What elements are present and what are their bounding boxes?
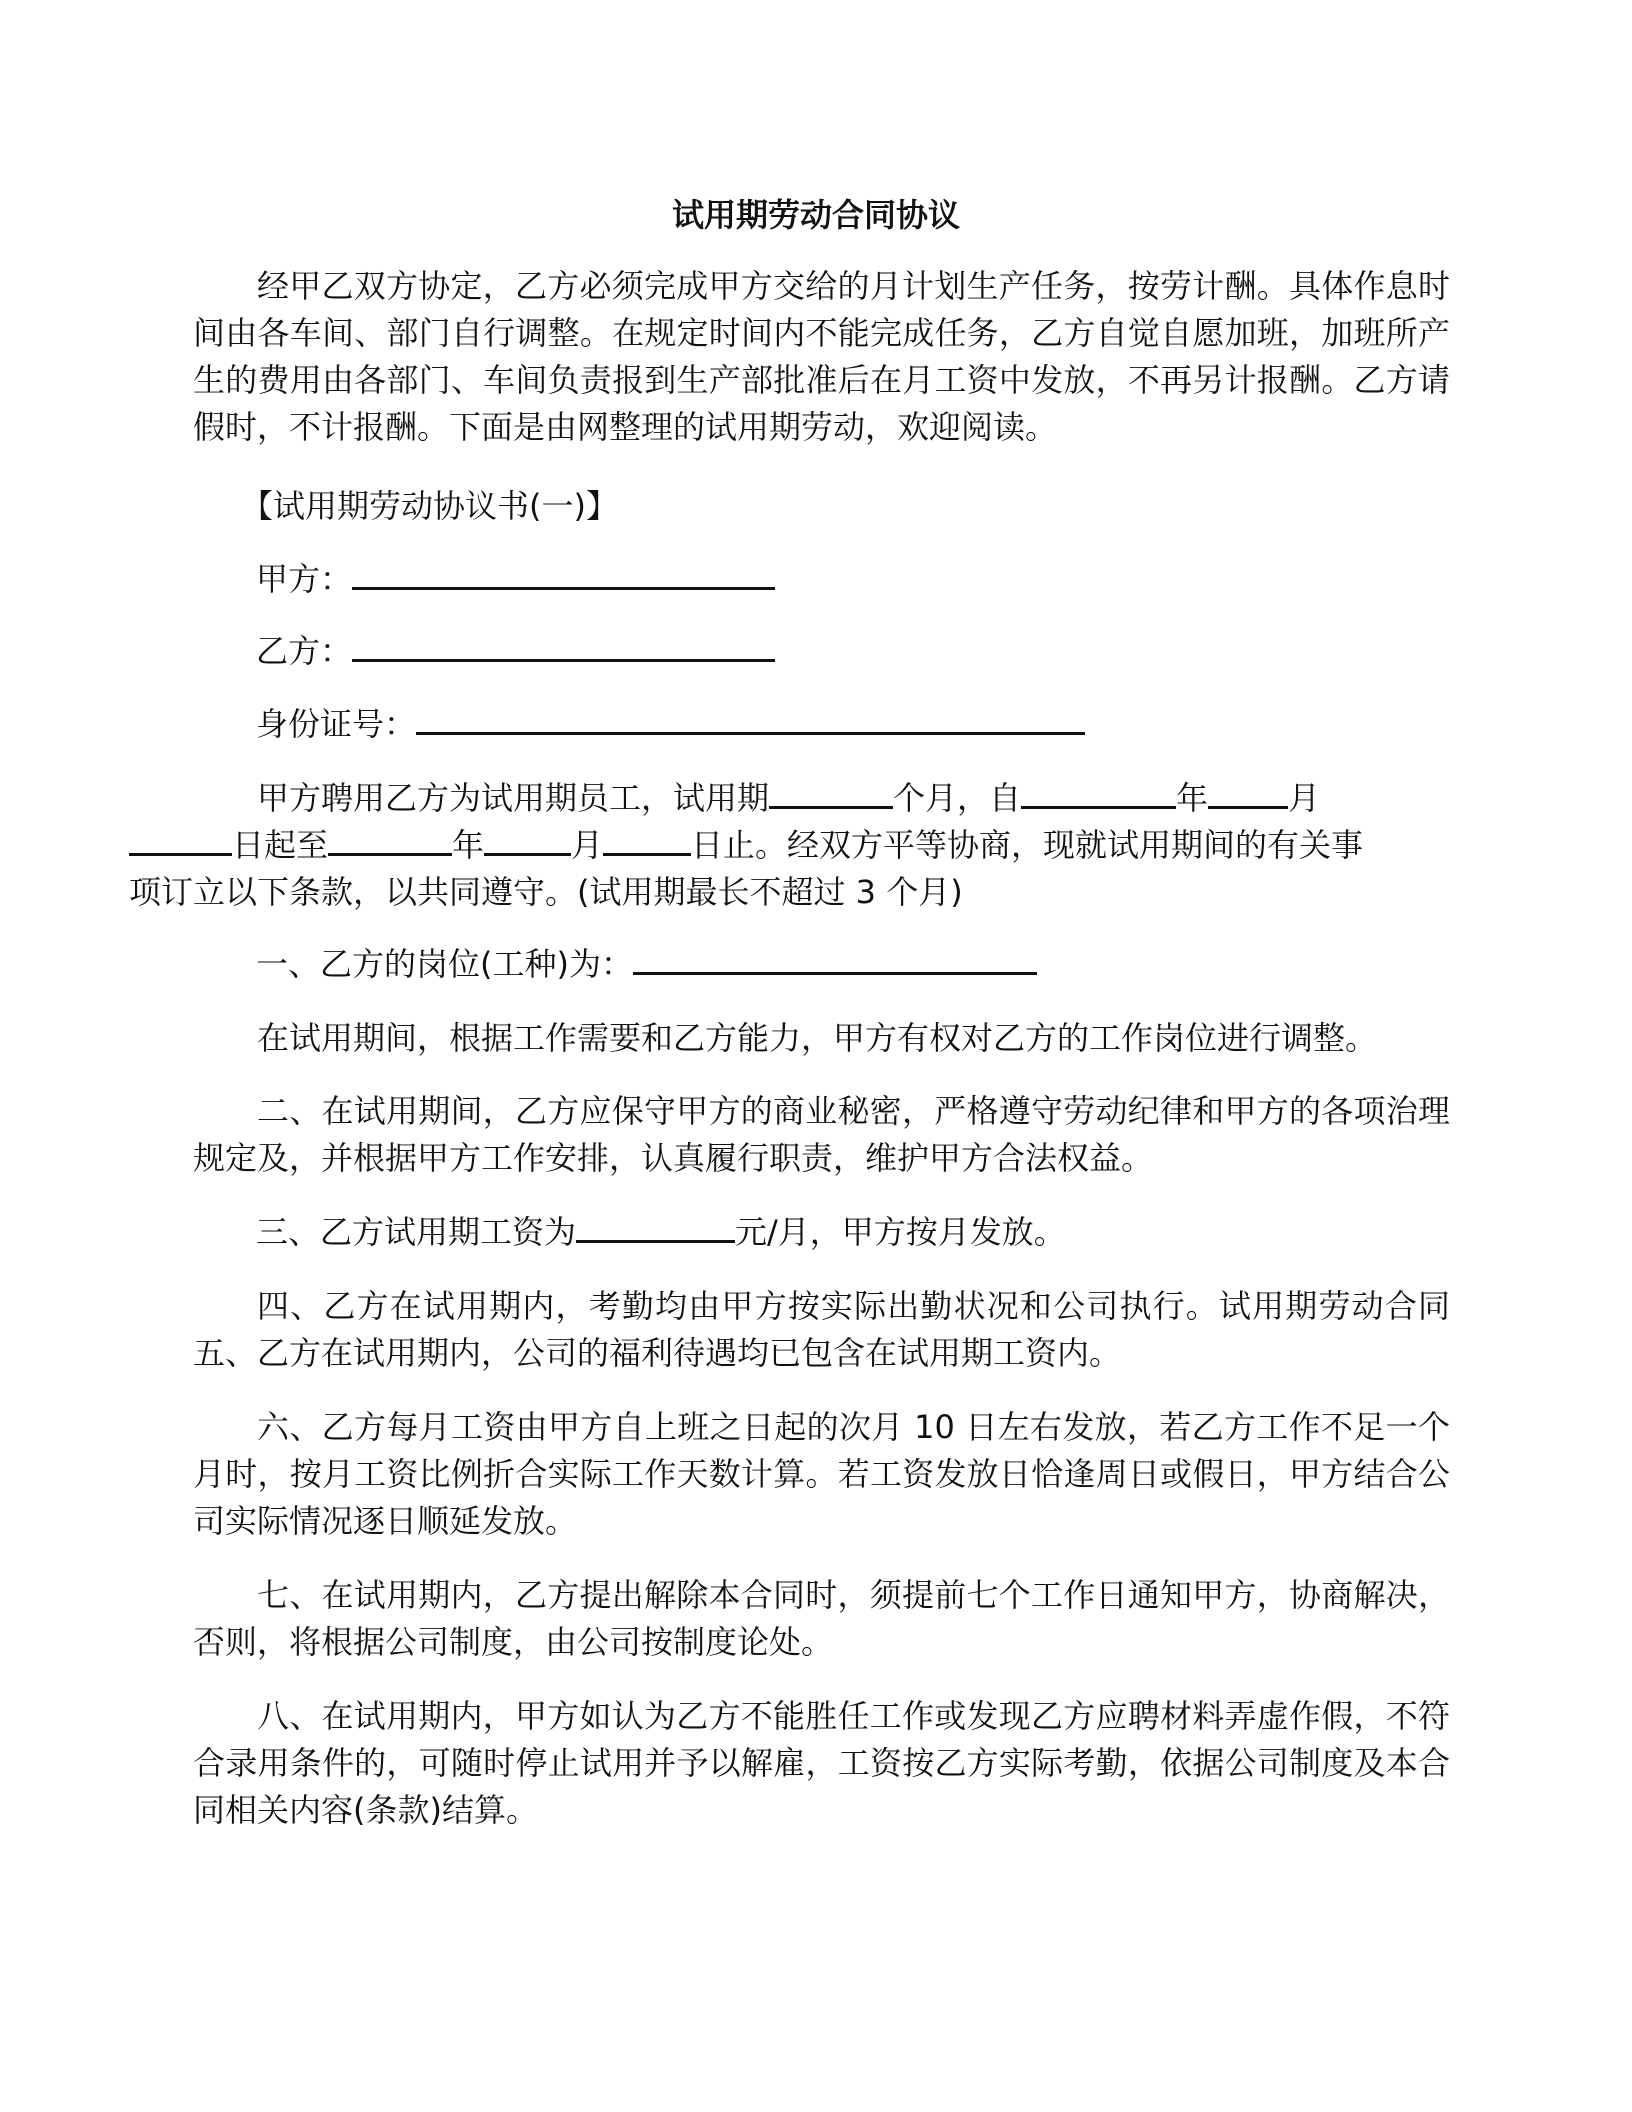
document-title: 试用期劳动合同协议 [671,196,960,234]
term-text: 日止。经双方平等协商，现就试用期间的有关事 [691,826,1364,864]
party-b-blank[interactable] [352,629,775,662]
term-paragraph [129,775,1450,916]
party-b-line [256,628,1513,675]
clause-3-text: 三、乙方试用期工资为 [256,1213,577,1251]
clause-6: 六、乙方每月工资由甲方自上班之日起的次月 10 日左右发放，若乙方工作不足一个月时，按月工资比例折合实际工作天数计算。若工资发放日恰逢周日或假日，甲方结合公司实际情况逐日顺延发放。 [193,1408,1450,1540]
term-text: 甲方聘用乙方为试用期员工，试用期 [257,779,770,817]
clause-8: 八、在试用期内，甲方如认为乙方不能胜任工作或发现乙方应聘材料弄虚作假，不符合录用条件的，可随时停止试用并予以解雇，工资按乙方实际考勤，依据公司制度及本合同相关内容(条款)结算。 [193,1697,1450,1829]
clause-3 [256,1209,1513,1256]
id-line [256,701,1513,748]
party-a-blank[interactable] [352,557,775,590]
id-blank[interactable] [416,702,1085,735]
start-month-blank[interactable] [1208,776,1288,809]
clause-3-text: 元/月，甲方按月发放。 [735,1213,1066,1251]
clause-7: 七、在试用期内，乙方提出解除本合同时，须提前七个工作日通知甲方，协商解决，否则，将根据公司制度，由公司按制度论处。 [193,1576,1450,1661]
term-text: 月 [571,826,604,864]
position-blank[interactable] [633,942,1037,975]
salary-blank[interactable] [576,1210,735,1243]
clause-1-label: 一、乙方的岗位(工种)为： [256,945,633,983]
term-text: 年 [1176,779,1209,817]
party-a-label: 甲方： [256,560,353,598]
id-label: 身份证号： [256,705,417,743]
section-heading: 【试用期劳动协议书(一)】 [241,487,618,525]
clause-1-note: 在试用期间，根据工作需要和乙方能力，甲方有权对乙方的工作岗位进行调整。 [257,1019,1378,1057]
end-day-blank[interactable] [603,823,691,856]
clause-4: 四、乙方在试用期内，考勤均由甲方按实际出勤状况和公司执行。试用期劳动合同五、乙方在试用期内，公司的福利待遇均已包含在试用期工资内。 [193,1287,1450,1372]
term-text: 年 [452,826,485,864]
start-year-blank[interactable] [1021,776,1176,809]
party-a-line [256,556,1513,603]
start-day-blank[interactable] [129,823,232,856]
party-b-label: 乙方： [256,632,353,670]
months-blank[interactable] [769,776,893,809]
intro-paragraph: 经甲乙双方协定，乙方必须完成甲方交给的月计划生产任务，按劳计酬。具体作息时间由各车间、部门自行调整。在规定时间内不能完成任务，乙方自觉自愿加班，加班所产生的费用由各部门、车间负责报到生产部批准后在月工资中发放，不再另计报酬。乙方请假时，不计报酬。下面是由网整理的试用期劳动，欢迎阅读。 [193,267,1450,446]
term-text: 项订立以下条款，以共同遵守。(试用期最长不超过 3 个月) [129,873,963,911]
clause-1 [256,941,1513,988]
term-text: 月 [1288,779,1321,817]
term-text: 日起至 [232,826,329,864]
clause-2: 二、在试用期间，乙方应保守甲方的商业秘密，严格遵守劳动纪律和甲方的各项治理规定及，并根据甲方工作安排，认真履行职责，维护甲方合法权益。 [193,1092,1450,1177]
term-text: 个月，自 [893,779,1022,817]
end-month-blank[interactable] [484,823,571,856]
end-year-blank[interactable] [328,823,452,856]
